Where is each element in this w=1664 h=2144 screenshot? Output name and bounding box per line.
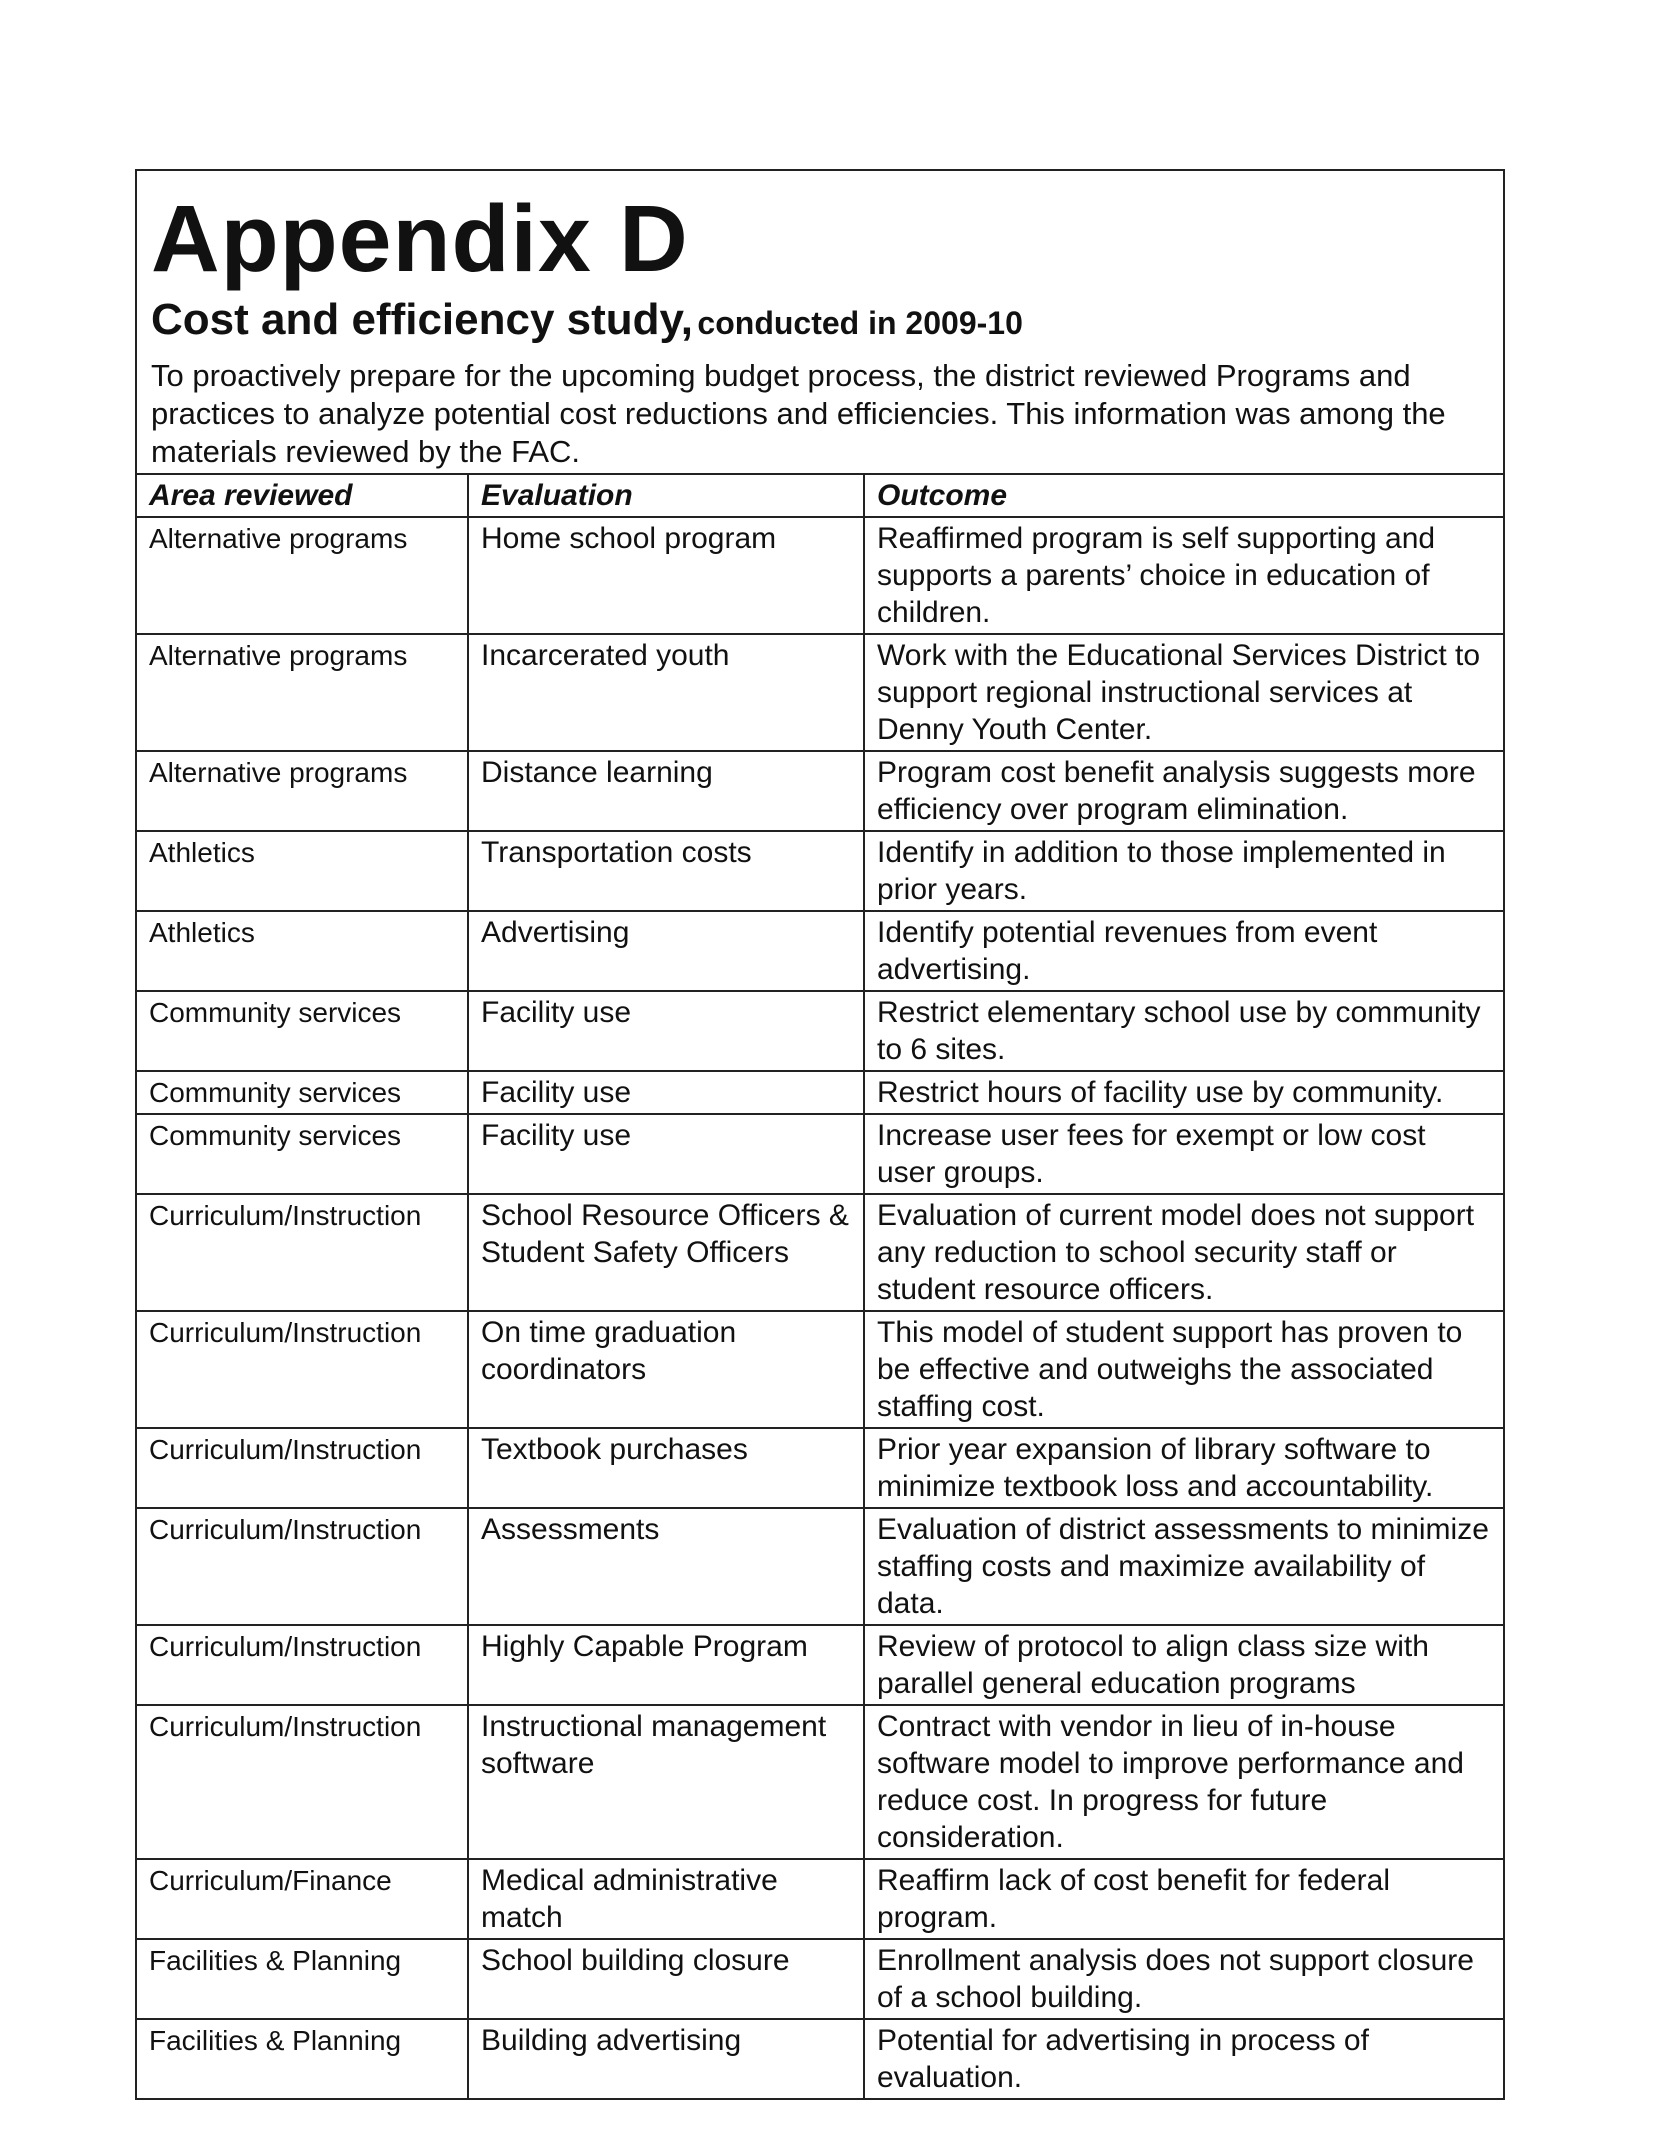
cell-evaluation: Textbook purchases xyxy=(468,1428,864,1508)
cell-outcome: Contract with vendor in lieu of in-house software model to improve performance and reduce cost. In progress for future consideration. xyxy=(864,1705,1503,1859)
table-row xyxy=(137,517,1503,634)
intro-paragraph: To proactively prepare for the upcoming budget process, the district reviewed Programs and practices to analyze potential cost reductions and efficiencies. This information was among the materials reviewed by the FAC. xyxy=(151,358,1446,469)
cell-area: Athletics xyxy=(137,911,468,991)
cell-area: Curriculum/Finance xyxy=(137,1859,468,1939)
cell-outcome: Evaluation of current model does not support any reduction to school security staff or student resource officers. xyxy=(864,1194,1503,1311)
cell-evaluation: School Resource Officers & Student Safety Officers xyxy=(468,1194,864,1311)
cell-outcome: Restrict elementary school use by community to 6 sites. xyxy=(864,991,1503,1071)
cell-evaluation: On time graduation coordinators xyxy=(468,1311,864,1428)
table-header-row xyxy=(137,475,1503,517)
cell-area: Curriculum/Instruction xyxy=(137,1194,468,1311)
cell-area: Curriculum/Instruction xyxy=(137,1428,468,1508)
table-row xyxy=(137,831,1503,911)
cell-outcome: Identify in addition to those implemented in prior years. xyxy=(864,831,1503,911)
appendix-frame xyxy=(135,169,1505,2100)
header-area-reviewed: Area reviewed xyxy=(137,475,468,517)
table-row xyxy=(137,1508,1503,1625)
cell-area: Facilities & Planning xyxy=(137,2019,468,2098)
cell-area: Community services xyxy=(137,1114,468,1194)
cell-evaluation: Incarcerated youth xyxy=(468,634,864,751)
header-evaluation: Evaluation xyxy=(468,475,864,517)
cell-evaluation: Building advertising xyxy=(468,2019,864,2098)
cell-area: Alternative programs xyxy=(137,751,468,831)
cell-outcome: Work with the Educational Services District to support regional instructional services at Denny Youth Center. xyxy=(864,634,1503,751)
appendix-header xyxy=(137,171,1503,475)
cell-outcome: Reaffirm lack of cost benefit for federal program. xyxy=(864,1859,1503,1939)
cell-outcome: Restrict hours of facility use by community. xyxy=(864,1071,1503,1114)
cell-evaluation: Instructional management software xyxy=(468,1705,864,1859)
table-row xyxy=(137,751,1503,831)
cell-area: Alternative programs xyxy=(137,634,468,751)
table-row xyxy=(137,1071,1503,1114)
cell-area: Alternative programs xyxy=(137,517,468,634)
table-row xyxy=(137,1625,1503,1705)
cell-area: Curriculum/Instruction xyxy=(137,1705,468,1859)
cell-area: Curriculum/Instruction xyxy=(137,1311,468,1428)
subtitle-date: conducted in 2009-10 xyxy=(697,305,1023,341)
table-row xyxy=(137,1859,1503,1939)
subtitle-main: Cost and efficiency study, xyxy=(151,295,693,344)
cell-area: Community services xyxy=(137,1071,468,1114)
cell-evaluation: Facility use xyxy=(468,1071,864,1114)
cell-outcome: Reaffirmed program is self supporting and supports a parents’ choice in education of children. xyxy=(864,517,1503,634)
table-row xyxy=(137,911,1503,991)
cell-evaluation: Distance learning xyxy=(468,751,864,831)
cell-area: Facilities & Planning xyxy=(137,1939,468,2019)
cell-evaluation: Highly Capable Program xyxy=(468,1625,864,1705)
cell-area: Curriculum/Instruction xyxy=(137,1508,468,1625)
cell-evaluation: Facility use xyxy=(468,1114,864,1194)
cell-outcome: Increase user fees for exempt or low cost user groups. xyxy=(864,1114,1503,1194)
header-outcome: Outcome xyxy=(864,475,1503,517)
table-row xyxy=(137,634,1503,751)
cell-evaluation: School building closure xyxy=(468,1939,864,2019)
cell-outcome: Prior year expansion of library software to minimize textbook loss and accountability. xyxy=(864,1428,1503,1508)
cell-outcome: Identify potential revenues from event advertising. xyxy=(864,911,1503,991)
table-row xyxy=(137,991,1503,1071)
page-title: Appendix D xyxy=(151,186,689,292)
cell-evaluation: Assessments xyxy=(468,1508,864,1625)
table-row xyxy=(137,1705,1503,1859)
cell-outcome: This model of student support has proven to be effective and outweighs the associated staffing cost. xyxy=(864,1311,1503,1428)
cell-evaluation: Facility use xyxy=(468,991,864,1071)
cell-evaluation: Advertising xyxy=(468,911,864,991)
table-row xyxy=(137,1939,1503,2019)
cell-outcome: Review of protocol to align class size with parallel general education programs xyxy=(864,1625,1503,1705)
table-row xyxy=(137,1194,1503,1311)
cell-area: Curriculum/Instruction xyxy=(137,1625,468,1705)
cell-outcome: Evaluation of district assessments to minimize staffing costs and maximize availability of data. xyxy=(864,1508,1503,1625)
subtitle xyxy=(151,295,1489,355)
table-row xyxy=(137,1311,1503,1428)
table-row xyxy=(137,1114,1503,1194)
cell-evaluation: Transportation costs xyxy=(468,831,864,911)
cell-area: Community services xyxy=(137,991,468,1071)
cost-study-table xyxy=(137,475,1503,2098)
cell-outcome: Potential for advertising in process of evaluation. xyxy=(864,2019,1503,2098)
table-row xyxy=(137,2019,1503,2098)
cell-evaluation: Medical administrative match xyxy=(468,1859,864,1939)
cell-evaluation: Home school program xyxy=(468,517,864,634)
cell-outcome: Program cost benefit analysis suggests more efficiency over program elimination. xyxy=(864,751,1503,831)
cell-outcome: Enrollment analysis does not support closure of a school building. xyxy=(864,1939,1503,2019)
table-row xyxy=(137,1428,1503,1508)
cell-area: Athletics xyxy=(137,831,468,911)
